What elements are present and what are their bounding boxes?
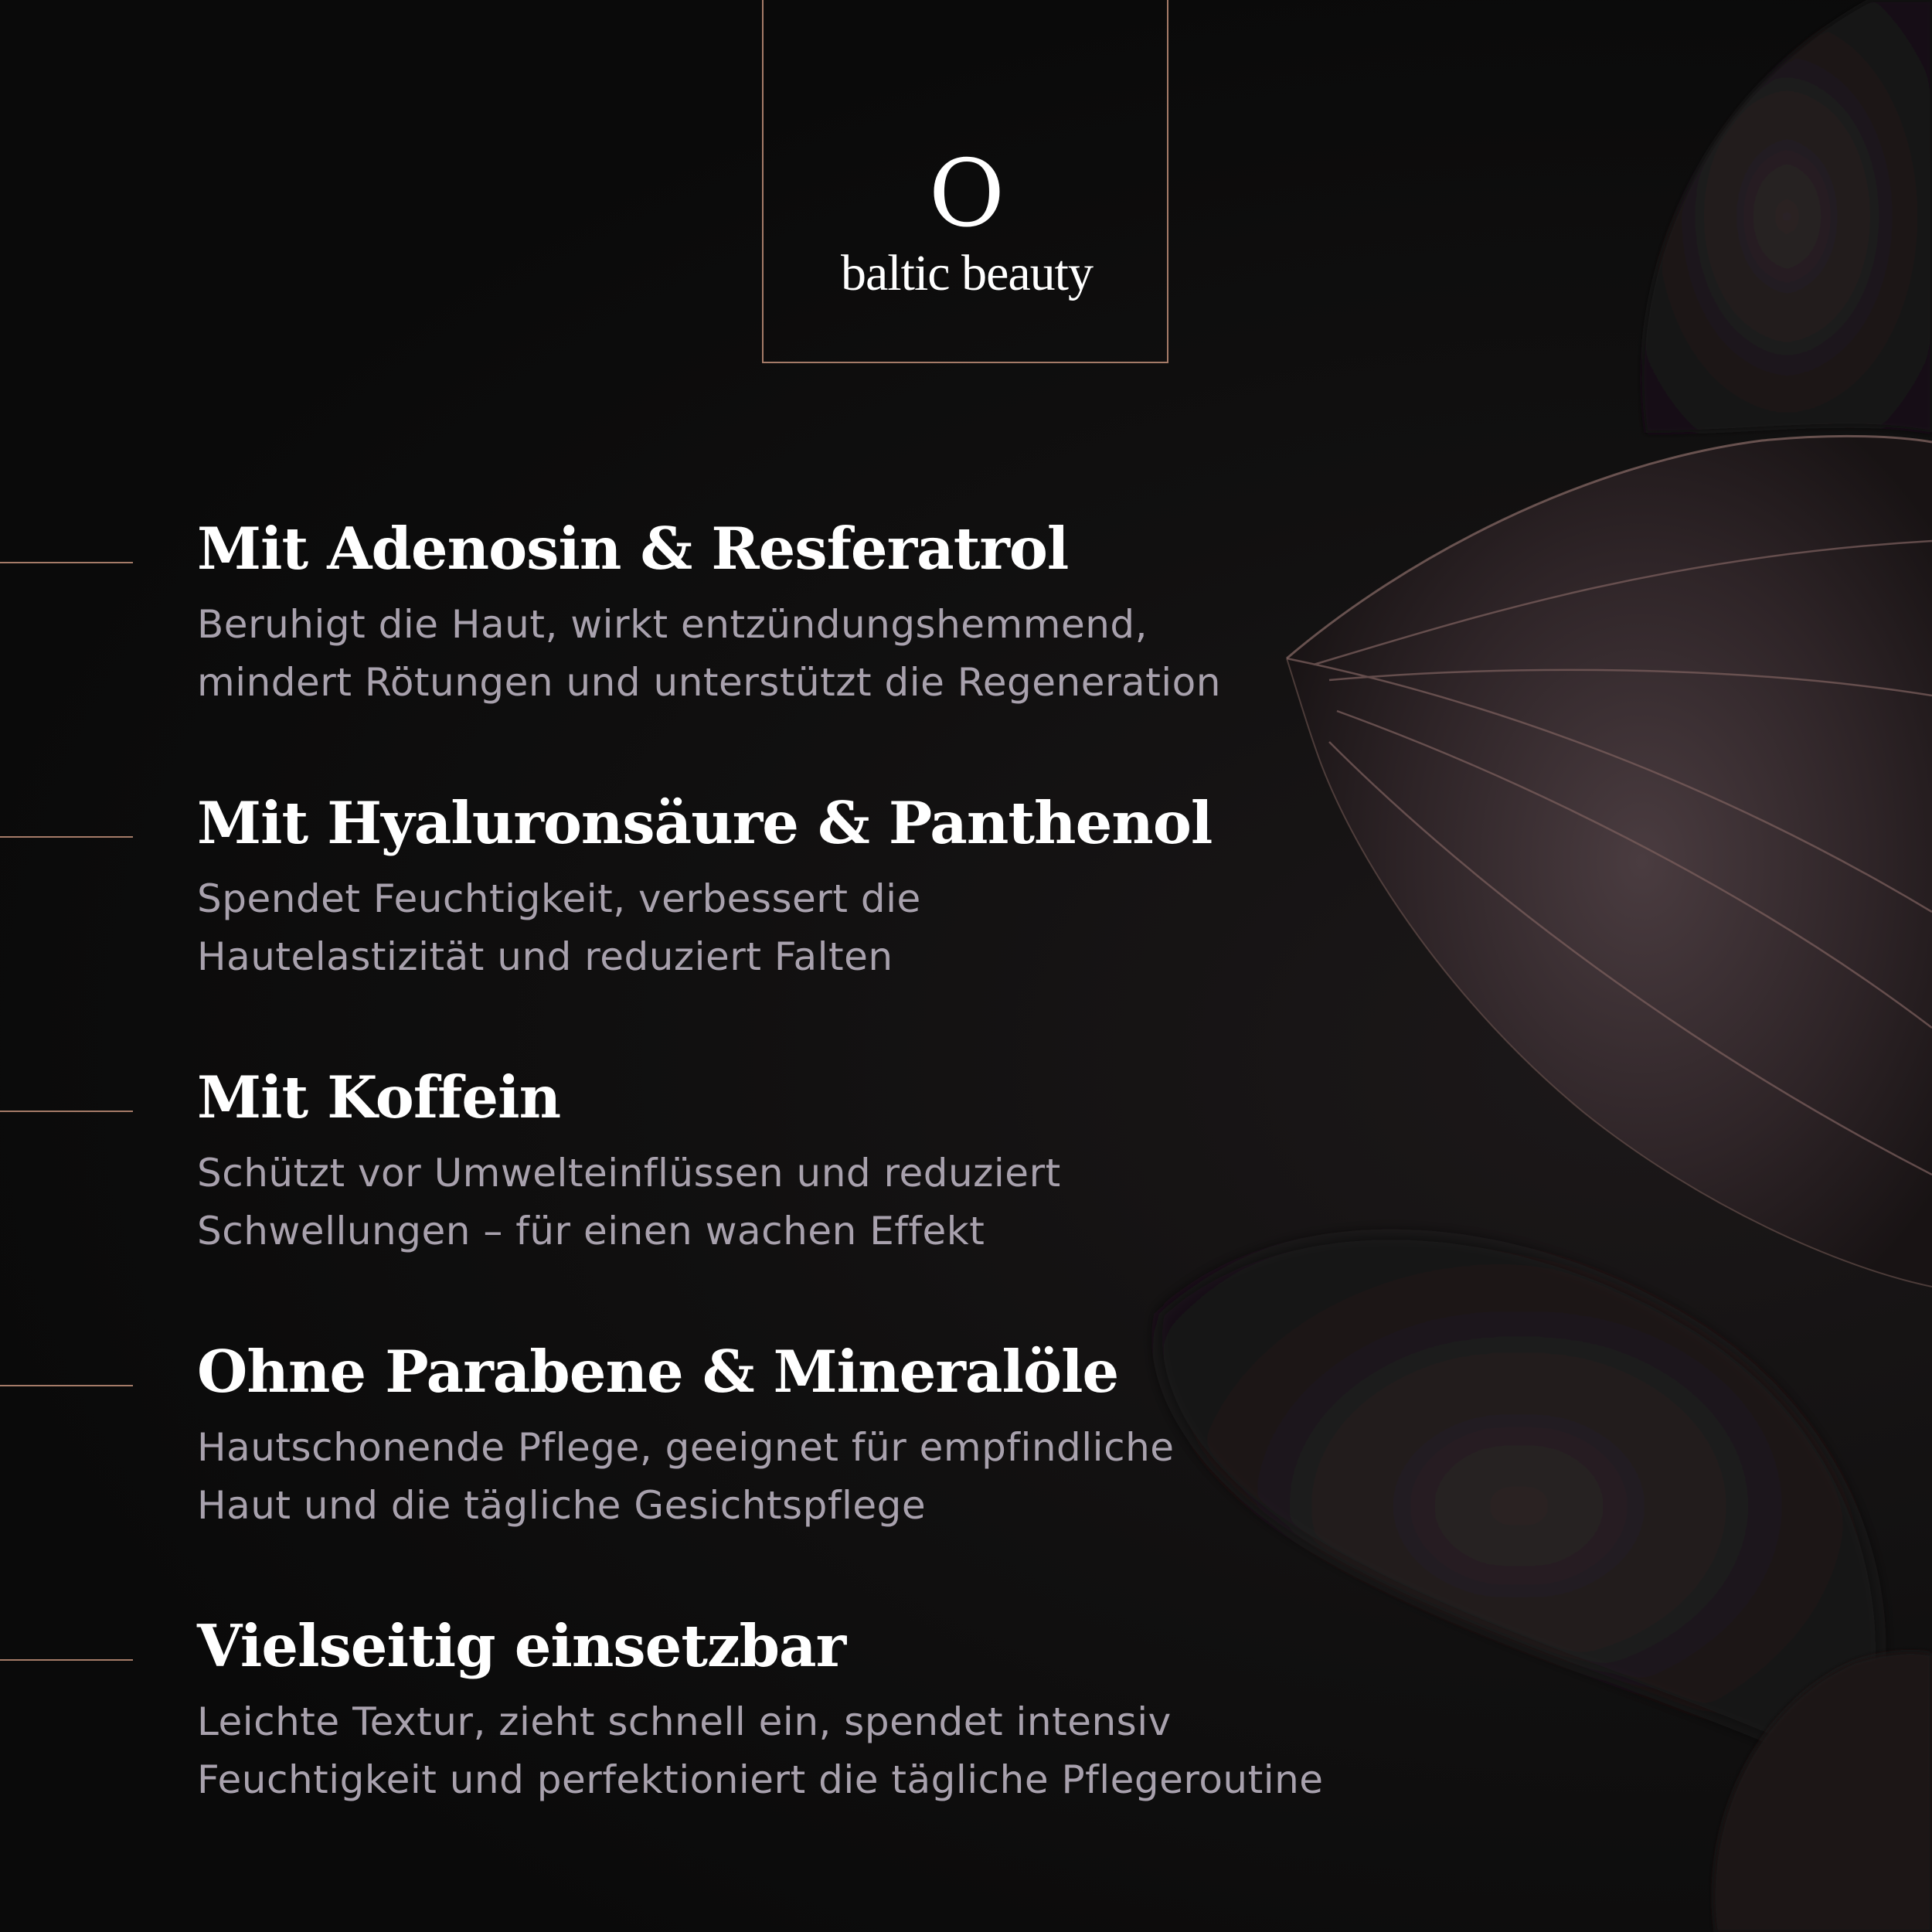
feature-description-line: Schwellungen – für einen wachen Effekt <box>197 1209 985 1253</box>
feature-description-line: Haut und die tägliche Gesichtspflege <box>197 1483 927 1528</box>
accent-rule <box>0 1385 133 1386</box>
feature-title: Mit Adenosin & Resferatrol <box>197 515 1069 583</box>
feature-description <box>197 1693 1324 1809</box>
feature-description <box>197 596 1221 712</box>
feature-description-line: Hautelastizität und reduziert Falten <box>197 934 893 979</box>
accent-rule <box>0 1111 133 1112</box>
feature-description-line: Spendet Feuchtigkeit, verbessert die <box>197 876 921 921</box>
accent-rule <box>0 1659 133 1661</box>
feature-description-line: mindert Rötungen und unterstützt die Regeneration <box>197 660 1221 705</box>
feature-title: Vielseitig einsetzbar <box>197 1612 846 1680</box>
feature-description-line: Schützt vor Umwelteinflüssen und reduziert <box>197 1151 1061 1196</box>
brand-logo-frame <box>762 0 1168 363</box>
accent-rule <box>0 562 133 563</box>
feature-description-line: Hautschonende Pflege, geeignet für empfindliche <box>197 1425 1175 1470</box>
feature-title: Mit Koffein <box>197 1063 561 1131</box>
feature-title: Mit Hyaluronsäure & Panthenol <box>197 789 1213 857</box>
feature-description-line: Leichte Textur, zieht schnell ein, spendet intensiv <box>197 1699 1172 1744</box>
accent-rule <box>0 836 133 838</box>
brand-logo-mark: O <box>928 141 1005 248</box>
feature-description-line: Beruhigt die Haut, wirkt entzündungshemmend, <box>197 602 1148 647</box>
feature-description-line: Feuchtigkeit und perfektioniert die tägliche Pflegeroutine <box>197 1757 1324 1802</box>
feature-description <box>197 870 921 986</box>
brand-name: baltic beauty <box>840 245 1094 301</box>
feature-description <box>197 1145 1061 1260</box>
feature-title: Ohne Parabene & Mineralöle <box>197 1338 1119 1406</box>
feature-description <box>197 1419 1175 1535</box>
